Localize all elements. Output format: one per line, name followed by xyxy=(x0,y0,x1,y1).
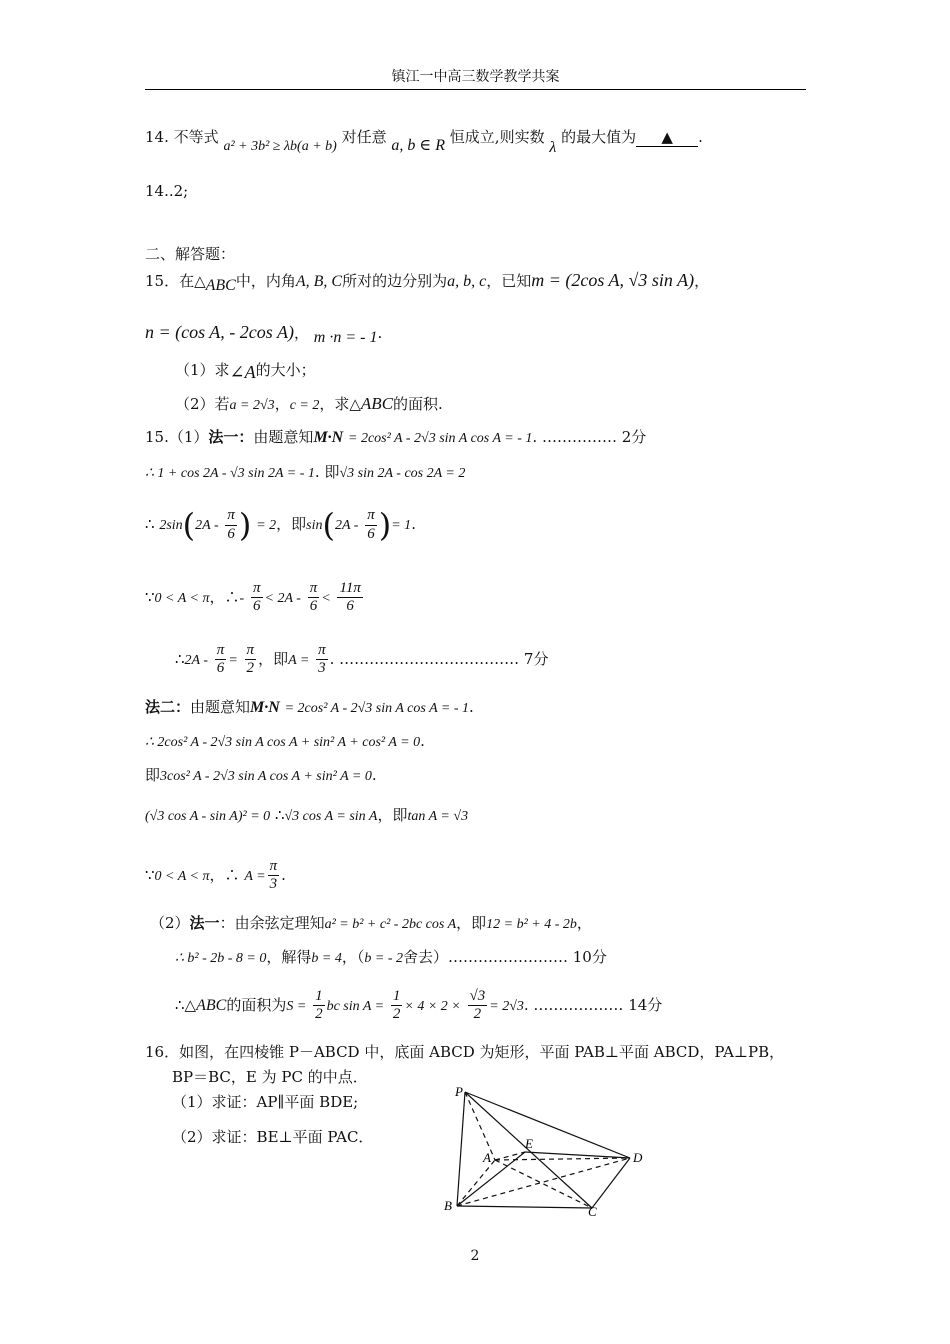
solution-15-part2-step2: ∴ b² - 2b - 8 = 0，解得b = 4，（b = - 2舍去）…………………… 10分 xyxy=(175,948,607,966)
label-C: C xyxy=(588,1204,597,1219)
question-15-part2: （2）若a = 2√3，c = 2，求△ABC的面积. xyxy=(175,394,443,413)
section-heading: 二、解答题： xyxy=(145,245,236,263)
label-A: A xyxy=(483,1150,491,1165)
vector-n: n = (cos A, - 2cos A) xyxy=(145,322,294,342)
solution-15-part2-step3: ∴△ABC的面积为S = $\frac{1}{2}$ bc sin A = $\frac{1}{2}$ × 4 × 2 × $\frac{√3}{2}$ = 2√3. ……………… 14分 xyxy=(175,988,663,1023)
question-15-part1: （1）求∠A的大小； xyxy=(175,361,316,382)
solution-15-part2-step1: （2）法一：由余弦定理知a² = b² + c² - 2bc cos A，即12 = b² + 4 - 2b， xyxy=(150,914,592,932)
question-15-line2: n = (cos A, - 2cos A)， m ·n = - 1. xyxy=(145,322,383,346)
solution-15-step4: ∵0 < A < π，∴- $\frac{\pi}{6}$ < 2A - $\frac{\pi}{6}$ < $\frac{11\pi}{6}$ xyxy=(145,580,361,615)
answer-blank: ▲ xyxy=(636,128,698,147)
page-number: 2 xyxy=(470,1248,480,1264)
page-header: 镇江一中高三数学教学共案 xyxy=(145,66,806,90)
solution-15-step3: ∴ 2sin(2A - $\frac{\pi}{6}$ ) = 2，即sin(2A - $\frac{\pi}{6}$ )= 1. xyxy=(145,506,416,544)
solution-15-method2-step1: 法二：由题意知M·N = 2cos² A - 2√3 sin A cos A = - 1. xyxy=(145,698,474,716)
q14-number: 14. xyxy=(145,128,169,146)
question-16-line2: BP＝BC，E 为 PC 的中点． xyxy=(172,1068,368,1086)
solution-15-step5: ∴2A - $\frac{\pi}{6}$ = $\frac{\pi}{2}$ ，即A = $\frac{\pi}{3}$ . ……………………………… 7分 xyxy=(175,642,549,677)
question-16-part1: （1）求证：AP∥平面 BDE; xyxy=(172,1093,359,1111)
question-14: 14. 不等式 a² + 3b² ≥ λb(a + b) 对任意 a, b ∈ R 恒成立,则实数 λ 的最大值为 ▲ . xyxy=(145,128,703,156)
solution-15-step1: 15.（1）法一：由题意知M·N = 2cos² A - 2√3 sin A cos A = - 1. …………… 2分 xyxy=(145,428,647,446)
solution-15-method2-step3: 即3cos² A - 2√3 sin A cos A + sin² A = 0. xyxy=(145,766,377,784)
solution-15-method2-step2: ∴ 2cos² A - 2√3 sin A cos A + sin² A + cos² A = 0. xyxy=(145,732,425,750)
question-15-line1: 15．在△ABC中，内角A, B, C所对的边分别为a, b, c，已知m = (2cos A, √3 sin A)， xyxy=(145,270,710,294)
solution-15-method2-step4: (√3 cos A - sin A)² = 0 ∴√3 cos A = sin A，即tan A = √3 xyxy=(145,806,469,824)
label-P: P xyxy=(455,1084,463,1099)
pyramid-figure xyxy=(435,1080,655,1220)
label-E: E xyxy=(525,1136,533,1151)
q14-inequality: a² + 3b² ≥ λb(a + b) xyxy=(223,139,337,154)
question-16-part2: （2）求证：BE⊥平面 PAC． xyxy=(172,1128,374,1146)
question-16-line1: 16．如图，在四棱锥 P－ABCD 中，底面 ABCD 为矩形，平面 PAB⊥平面 ABCD，PA⊥PB， xyxy=(145,1043,785,1061)
solution-15-method2-step5: ∵0 < A < π，∴ A = $\frac{\pi}{3}$ . xyxy=(145,858,286,893)
answer-14: 14..2; xyxy=(145,182,189,200)
label-B: B xyxy=(444,1198,452,1213)
vector-m: m = (2cos A, √3 sin A) xyxy=(531,270,695,290)
solution-15-step2: ∴ 1 + cos 2A - √3 sin 2A = - 1. 即√3 sin 2A - cos 2A = 2 xyxy=(145,463,466,481)
label-D: D xyxy=(633,1150,643,1165)
